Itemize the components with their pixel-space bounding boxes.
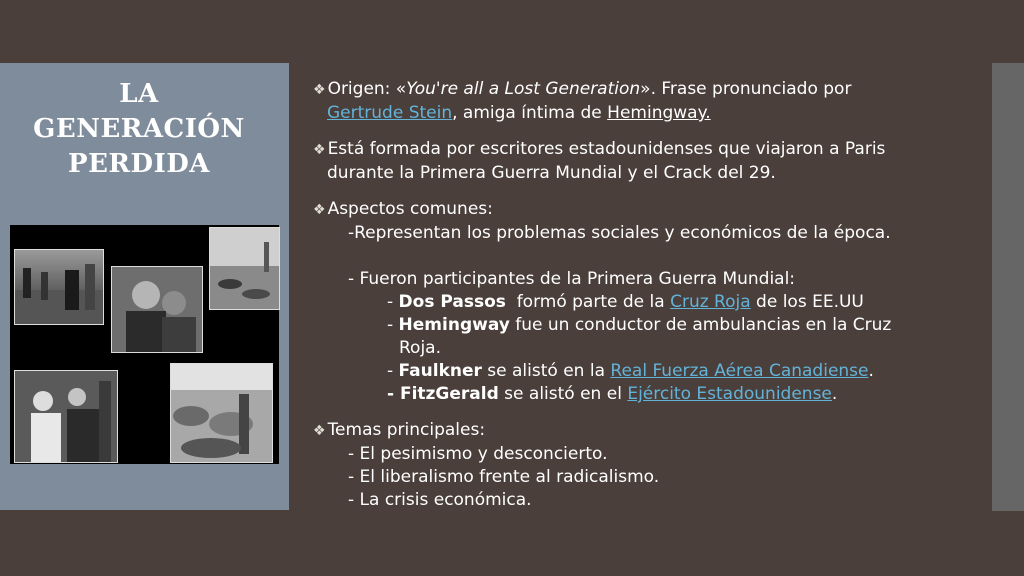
title-line-1: LA [119,79,159,109]
cruz-roja-link[interactable]: Cruz Roja [670,292,751,312]
slide-content [313,78,973,512]
quote-text: You're all a Lost Generation [406,79,641,99]
left-panel [0,63,289,510]
real-fuerza-aerea-link[interactable]: Real Fuerza Aérea Canadiense [610,361,869,381]
photo-soldiers-portrait [111,266,203,353]
photo-battlefield [209,227,280,310]
diamond-bullet-icon: ❖ [313,142,326,158]
diamond-bullet-icon: ❖ [313,202,326,218]
photo-collage [10,225,279,464]
photo-street-scene [14,249,104,325]
hemingway-line-cont: Roja. [399,338,441,358]
photo-wounded-soldiers [14,370,118,463]
formed-line-2: durante la Primera Guerra Mundial y el Crack del 29. [327,163,776,183]
theme-item-1: - El pesimismo y desconcierto. [348,444,608,464]
gertrude-stein-link[interactable]: Gertrude Stein [327,103,453,123]
ejercito-link[interactable]: Ejército Estadounidense [627,384,832,404]
fitzgerald-line: - FitzGerald se alistó en el Ejército Estadounidense. [387,384,838,404]
origin-line-1: ❖ Origen: «You're all a Lost Generation». Frase pronunciado por [313,79,852,99]
dos-passos-line: - Dos Passos formó parte de la Cruz Roja de los EE.UU [387,292,864,312]
formed-line-1: ❖ Está formada por escritores estadounidenses que viajaron a Paris [313,139,886,159]
aspects-heading: ❖ Aspectos comunes: [313,199,493,219]
hemingway-underlined: Hemingway. [607,103,711,123]
aspects-war: - Fueron participantes de la Primera Guerra Mundial: [348,269,796,289]
theme-item-3: - La crisis económica. [348,490,532,510]
diamond-bullet-icon: ❖ [313,82,326,98]
theme-item-2: - El liberalismo frente al radicalismo. [348,467,660,487]
hemingway-line: - Hemingway fue un conductor de ambulancias en la Cruz [387,315,892,335]
title-line-2: GENERACIÓN [33,114,245,144]
right-decorative-strip [992,63,1024,511]
slide-title [0,77,278,182]
aspects-problems: -Representan los problemas sociales y económicos de la época. [348,223,891,243]
photo-trenches [170,363,273,463]
themes-heading: ❖ Temas principales: [313,420,486,440]
diamond-bullet-icon: ❖ [313,423,326,439]
title-line-3: PERDIDA [68,149,210,179]
origin-line-2: Gertrude Stein, amiga íntima de Hemingway. [327,103,711,123]
faulkner-line: - Faulkner se alistó en la Real Fuerza Aérea Canadiense. [387,361,874,381]
